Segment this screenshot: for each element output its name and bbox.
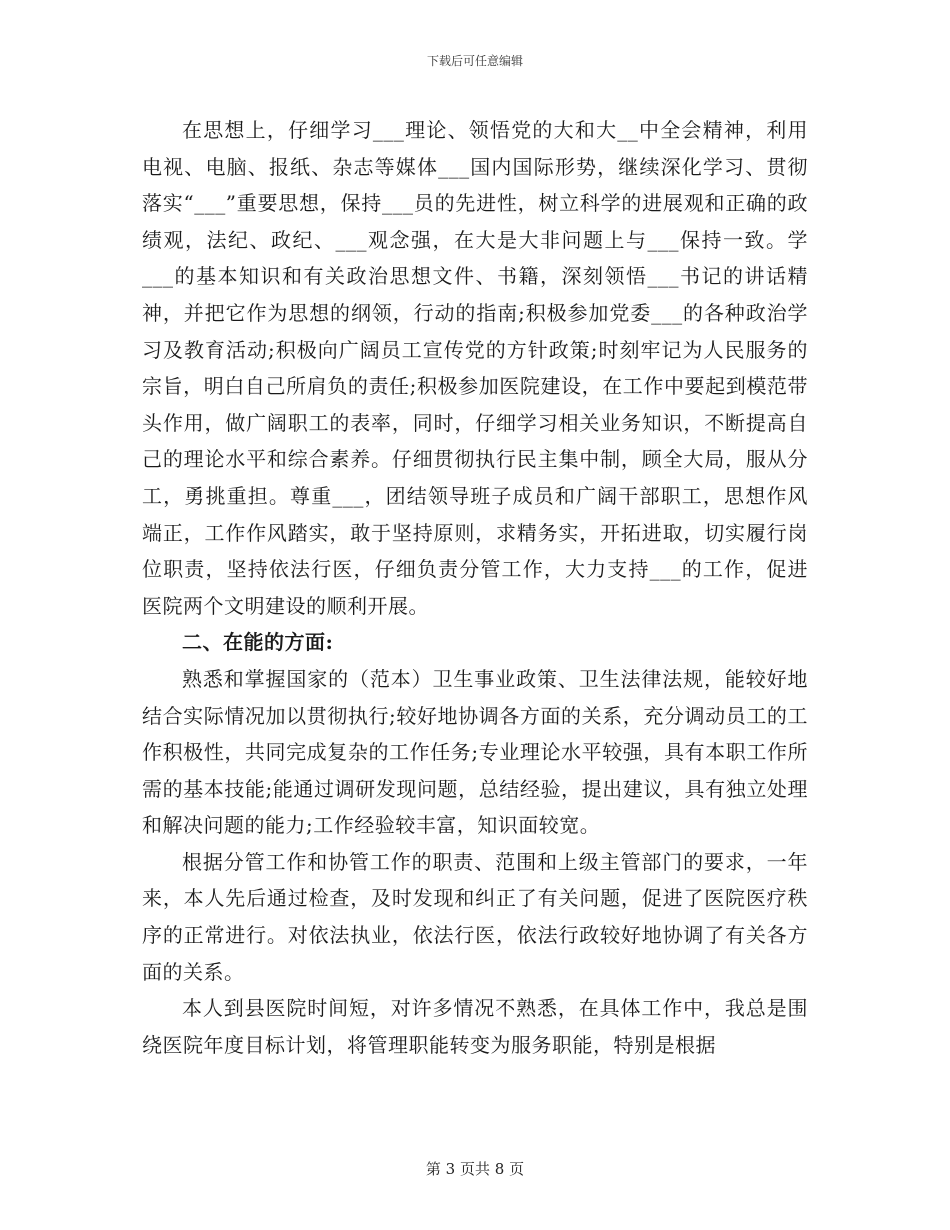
- document-body: [142, 112, 808, 1063]
- paragraph-ideology: 在思想上，仔细学习___理论、领悟党的大和大__中全会精神，利用电视、电脑、报纸、杂志等媒体___国内国际形势，继续深化学习、贯彻落实“___”重要思想，保持___员的先进性，树立科学的进展观和正确的政绩观，法纪、政纪、___观念强，在大是大非问题上与___保持一致。学___的基本知识和有关政治思想文件、书籍，深刻领悟___书记的讲话精神，并把它作为思想的纲领，行动的指南;积极参加党委___的各种政治学习及教育活动;积极向广阔员工宣传党的方针政策;时刻牢记为人民服务的宗旨，明白自己所肩负的责任;积极参加医院建设，在工作中要起到模范带头作用，做广阔职工的表率，同时，仔细学习相关业务知识，不断提高自己的理论水平和综合素养。仔细贯彻执行民主集中制，顾全大局，服从分工，勇挑重担。尊重___，团结领导班子成员和广阔干部职工，思想作风端正，工作作风踏实，敢于坚持原则，求精务实，开拓进取，切实履行岗位职责，坚持依法行医，仔细负责分管工作，大力支持___的工作，促进医院两个文明建设的顺利开展。: [142, 118, 808, 618]
- paragraph-hospital-work: 本人到县医院时间短，对许多情况不熟悉，在具体工作中，我总是围绕医院年度目标计划，将管理职能转变为服务职能，特别是根据: [142, 996, 808, 1057]
- section-heading-ability: 二、在能的方面:: [182, 630, 334, 655]
- page-header: 下载后可任意编辑: [426, 54, 523, 68]
- page-footer: 第 3 页共 8 页: [425, 1160, 525, 1178]
- paragraph-duties: 根据分管工作和协管工作的职责、范围和上级主管部门的要求，一年来，本人先后通过检查，及时发现和纠正了有关问题，促进了医院医疗秩序的正常进行。对依法执业，依法行医，依法行政较好地协调了有关各方面的关系。: [142, 849, 808, 984]
- paragraph-ability: 熟悉和掌握国家的（范本）卫生事业政策、卫生法律法规，能较好地结合实际情况加以贯彻执行;较好地协调各方面的关系，充分调动员工的工作积极性，共同完成复杂的工作任务;专业理论水平较强，具有本职工作所需的基本技能;能通过调研发现问题，总结经验，提出建议，具有独立处理和解决问题的能力;工作经验较丰富，知识面较宽。: [142, 666, 808, 838]
